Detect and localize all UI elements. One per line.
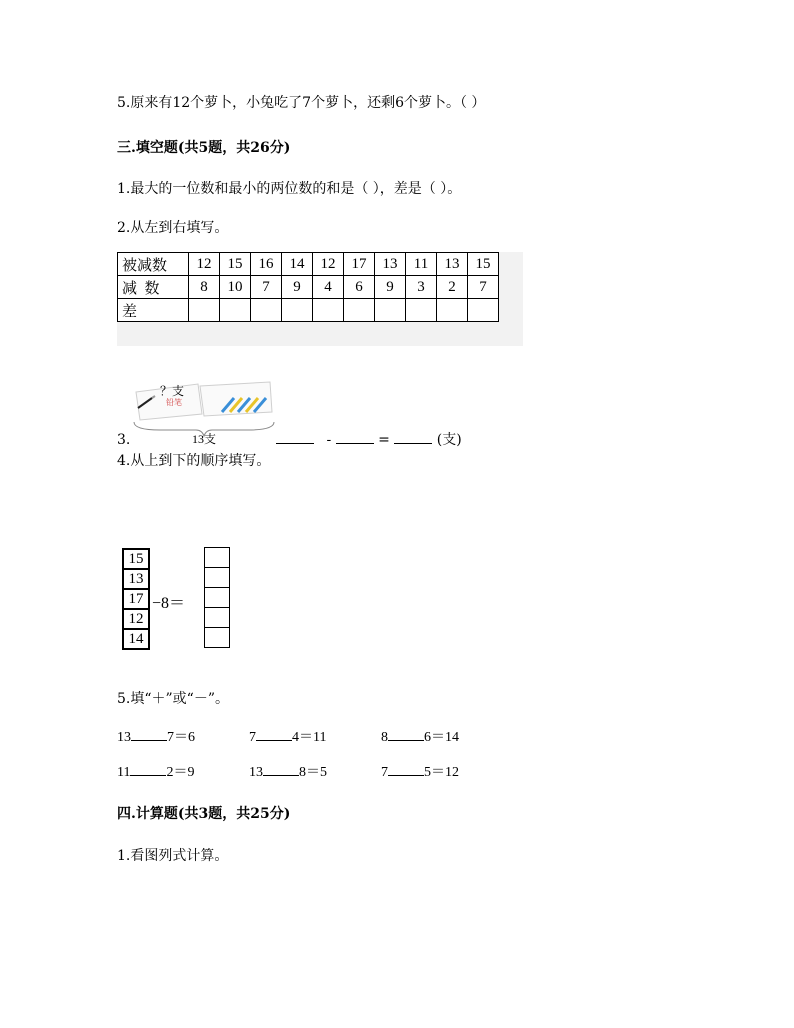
section-3-title: 三.填空题(共5题，共26分)	[117, 140, 291, 156]
minuend-cell: 11	[406, 253, 437, 276]
minuend-cell: 17	[344, 253, 375, 276]
subtrahend-cell: 7	[251, 276, 282, 299]
subtrahend-cell: 4	[313, 276, 344, 299]
subtrahend-cell: 6	[344, 276, 375, 299]
minuend-cell: 13	[375, 253, 406, 276]
fill-question-2: 2.从左到右填写。	[117, 220, 229, 236]
answer-cell[interactable]	[468, 299, 499, 322]
answer-box[interactable]	[204, 627, 230, 648]
question-3-equation	[276, 431, 462, 449]
fill-question-5: 5.填“＋”或“－”。	[117, 691, 229, 707]
pic-sublabel: 铅笔	[166, 398, 182, 407]
operand: 13	[117, 730, 131, 745]
table-row-minuend	[118, 253, 499, 276]
operator-blank[interactable]	[388, 763, 424, 776]
subtrahend-cell: 9	[375, 276, 406, 299]
minuend-cell: 12	[313, 253, 344, 276]
operand: 4＝11	[292, 730, 327, 745]
subtrahend-cell: 10	[220, 276, 251, 299]
minuend-cell: 16	[251, 253, 282, 276]
answer-box[interactable]	[204, 567, 230, 587]
answer-cell[interactable]	[282, 299, 313, 322]
minuend-cell: 14	[282, 253, 313, 276]
operand: 7	[249, 730, 256, 745]
pencils-illustration	[130, 380, 275, 450]
subtraction-table-area	[117, 252, 523, 346]
pic-question-label: ？支	[160, 384, 185, 398]
subtraction-table	[117, 252, 499, 322]
equation-item	[381, 728, 459, 747]
number-column	[122, 548, 150, 650]
number-cell: 12	[123, 609, 149, 629]
operand: 11	[117, 765, 131, 780]
operand: 7＝6	[167, 730, 195, 745]
number-cell: 14	[123, 629, 149, 649]
number-cell: 13	[123, 569, 149, 589]
table-row-subtrahend	[118, 276, 499, 299]
answer-column	[204, 547, 230, 648]
answer-cell[interactable]	[375, 299, 406, 322]
answer-cell[interactable]	[251, 299, 282, 322]
minuend-cell: 12	[189, 253, 220, 276]
minus-sign: -	[326, 432, 332, 448]
answer-blank[interactable]	[336, 431, 374, 444]
answer-box[interactable]	[204, 587, 230, 607]
answer-cell[interactable]	[313, 299, 344, 322]
answer-cell[interactable]	[344, 299, 375, 322]
answer-cell[interactable]	[220, 299, 251, 322]
operator-blank[interactable]	[388, 728, 424, 741]
operand: 8＝5	[299, 765, 327, 780]
operand: 8	[381, 730, 388, 745]
prev-question-5: 5.原来有12个萝卜，小兔吃了7个萝卜，还剩6个萝卜。（ ）	[117, 95, 486, 111]
row-label-subtrahend: 减 数	[118, 276, 189, 299]
operator-blank[interactable]	[130, 763, 166, 776]
operand: 5＝12	[424, 765, 459, 780]
question-3-number: 3.	[117, 432, 131, 448]
subtrahend-cell: 3	[406, 276, 437, 299]
equation-item	[381, 763, 459, 782]
minuend-cell: 15	[220, 253, 251, 276]
minuend-cell: 15	[468, 253, 499, 276]
subtrahend-cell: 7	[468, 276, 499, 299]
equation-item	[249, 763, 327, 782]
answer-box[interactable]	[204, 607, 230, 627]
answer-box[interactable]	[204, 547, 230, 567]
section-4-title: 四.计算题(共3题，共25分)	[117, 806, 291, 822]
number-cell: 15	[123, 549, 149, 569]
fill-question-4: 4.从上到下的顺序填写。	[117, 453, 271, 469]
equation-item	[249, 728, 326, 747]
operator-blank[interactable]	[131, 728, 167, 741]
subtrahend-cell: 9	[282, 276, 313, 299]
calc-question-1: 1.看图列式计算。	[117, 848, 229, 864]
subtrahend-cell: 8	[189, 276, 220, 299]
operand: 2＝9	[166, 765, 195, 780]
answer-blank[interactable]	[276, 431, 314, 444]
equation-item	[117, 763, 194, 782]
equals-sign: =	[378, 432, 390, 448]
answer-blank[interactable]	[394, 431, 432, 444]
answer-cell[interactable]	[437, 299, 468, 322]
operand: 6＝14	[424, 730, 459, 745]
row-label-minuend: 被减数	[118, 253, 189, 276]
equation-item	[117, 728, 195, 747]
fill-question-1: 1.最大的一位数和最小的两位数的和是（ ），差是（ ）。	[117, 181, 462, 197]
unit-label: (支)	[436, 432, 462, 448]
pic-total-label: 13支	[192, 432, 217, 446]
minuend-cell: 13	[437, 253, 468, 276]
operand: 13	[249, 765, 263, 780]
answer-cell[interactable]	[406, 299, 437, 322]
operation-label: −8＝	[152, 595, 186, 612]
answer-cell[interactable]	[189, 299, 220, 322]
table-row-difference	[118, 299, 499, 322]
operator-blank[interactable]	[263, 763, 299, 776]
operator-blank[interactable]	[256, 728, 292, 741]
number-cell: 17	[123, 589, 149, 609]
operand: 7	[381, 765, 388, 780]
subtrahend-cell: 2	[437, 276, 468, 299]
row-label-difference: 差	[118, 299, 189, 322]
